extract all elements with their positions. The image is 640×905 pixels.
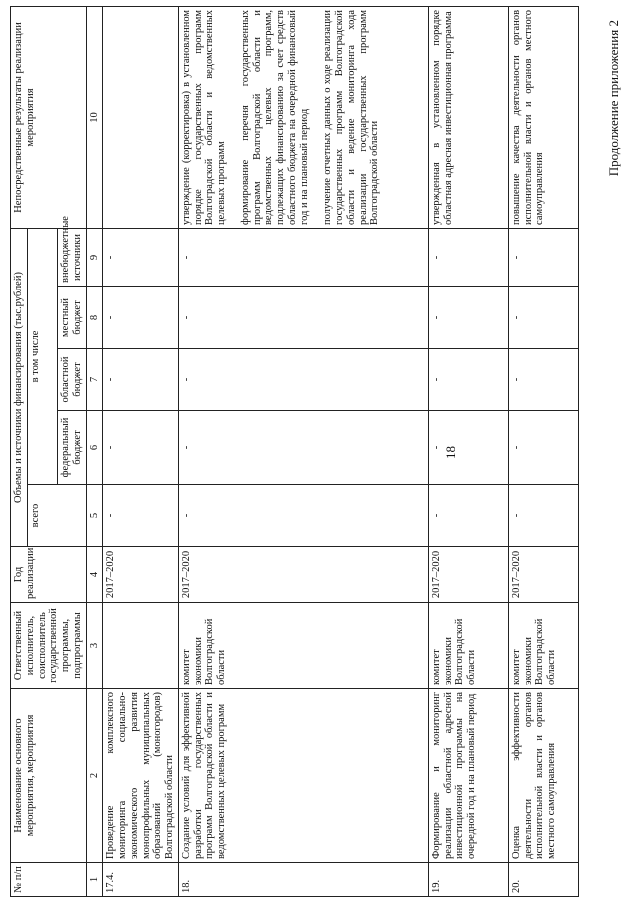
row-total: - xyxy=(508,485,578,547)
row-total: - xyxy=(178,485,428,547)
row-num: 17.4. xyxy=(103,863,179,897)
row-executor: комитет экономики Волгоградской области xyxy=(508,603,578,689)
column-index-row xyxy=(86,6,103,896)
header-total: всего xyxy=(27,485,86,547)
page-number: 18 xyxy=(443,446,458,459)
table-row xyxy=(508,6,578,896)
row-name: Создание условий для эффективной разработки государственных программ Волгоградской области и ведомственных целевых программ xyxy=(178,689,428,863)
row-executor: комитет экономики Волгоградской области xyxy=(178,603,428,689)
header-name: Наименование основного мероприятия, мероприятия xyxy=(11,689,87,863)
column-index: 1 xyxy=(86,863,103,897)
row-local: - xyxy=(103,287,179,349)
row-regional: - xyxy=(178,349,428,411)
row-extra: - xyxy=(428,228,508,286)
result-text: формирование перечня государственных программ Волгоградской области и ведомственных целевых программ, подлежащих финансированию за счет средств областного бюджета на очередной финансовый год и на плановый период xyxy=(239,9,310,225)
result-text: утверждение (корректировка) в установленном порядке государственных программ Волгоградской области и ведомственных целевых программ xyxy=(180,9,227,225)
row-results xyxy=(508,6,578,228)
row-federal: - xyxy=(103,411,179,485)
header-funding: Объемы и источники финансирования (тыс.рублей) xyxy=(11,228,28,546)
row-federal: - xyxy=(178,411,428,485)
row-year: 2017–2020 xyxy=(178,547,428,603)
row-federal: - xyxy=(508,411,578,485)
row-extra: - xyxy=(103,228,179,286)
header-including: в том числе xyxy=(27,228,57,484)
row-name: Формирование и мониторинг реализации областной адресной инвестиционной программы на очередной год и на плановый период xyxy=(428,689,508,863)
header-regional: областной бюджет xyxy=(58,349,87,411)
table-row xyxy=(103,6,179,896)
row-total: - xyxy=(103,485,179,547)
column-index: 8 xyxy=(86,287,103,349)
row-num: 18. xyxy=(178,863,428,897)
header-executor: Ответственный исполнитель, соисполнитель государственной программы, подпрограммы xyxy=(11,603,87,689)
column-index: 5 xyxy=(86,485,103,547)
row-name: Проведение комплексного мониторинга социально-экономического развития монопрофильных муниципальных образований (моногородов) Волгоградской области xyxy=(103,689,179,863)
result-text: получение отчетных данных о ходе реализации государственных программ Волгоградской области и ведение мониторинга хода реализации государственных программ Волгоградской области xyxy=(322,9,381,225)
row-num: 19. xyxy=(428,863,508,897)
row-results xyxy=(103,6,179,228)
header-federal: федеральный бюджет xyxy=(58,411,87,485)
row-regional: - xyxy=(103,349,179,411)
row-year: 2017–2020 xyxy=(508,547,578,603)
column-index: 7 xyxy=(86,349,103,411)
header-year: Год реализации xyxy=(11,547,87,603)
row-executor xyxy=(103,603,179,689)
row-local: - xyxy=(508,287,578,349)
row-name: Оценка эффективности деятельности органов исполнительной власти и органов местного самоуправления xyxy=(508,689,578,863)
column-index: 6 xyxy=(86,411,103,485)
table-row xyxy=(428,6,508,896)
column-index: 4 xyxy=(86,547,103,603)
row-results xyxy=(428,6,508,228)
header-results: Непосредственные результаты реализации мероприятия xyxy=(11,6,87,228)
column-index: 9 xyxy=(86,228,103,286)
column-index: 2 xyxy=(86,689,103,863)
row-total: - xyxy=(428,485,508,547)
row-extra: - xyxy=(178,228,428,286)
column-index: 10 xyxy=(86,6,103,228)
column-index: 3 xyxy=(86,603,103,689)
header-local: местный бюджет xyxy=(58,287,87,349)
row-executor: комитет экономики Волгоградской области xyxy=(428,603,508,689)
appendix-title: Продолжение приложения 2 xyxy=(606,20,621,177)
activities-table xyxy=(10,6,579,897)
row-regional: - xyxy=(428,349,508,411)
row-regional: - xyxy=(508,349,578,411)
header-extra: внебюджетные источники xyxy=(58,228,87,286)
header-num: № п/п xyxy=(11,863,87,897)
result-text: повышение качества деятельности органов исполнительной власти и органов местного самоуправления xyxy=(510,9,546,225)
row-year: 2017–2020 xyxy=(428,547,508,603)
row-local: - xyxy=(178,287,428,349)
row-year: 2017–2020 xyxy=(103,547,179,603)
result-text: утвержденная в установленном порядке областная адресная инвестиционная программа xyxy=(430,9,454,225)
row-federal: - xyxy=(428,411,508,485)
row-results xyxy=(178,6,428,228)
row-local: - xyxy=(428,287,508,349)
table-row xyxy=(178,6,428,896)
row-extra: - xyxy=(508,228,578,286)
row-num: 20. xyxy=(508,863,578,897)
